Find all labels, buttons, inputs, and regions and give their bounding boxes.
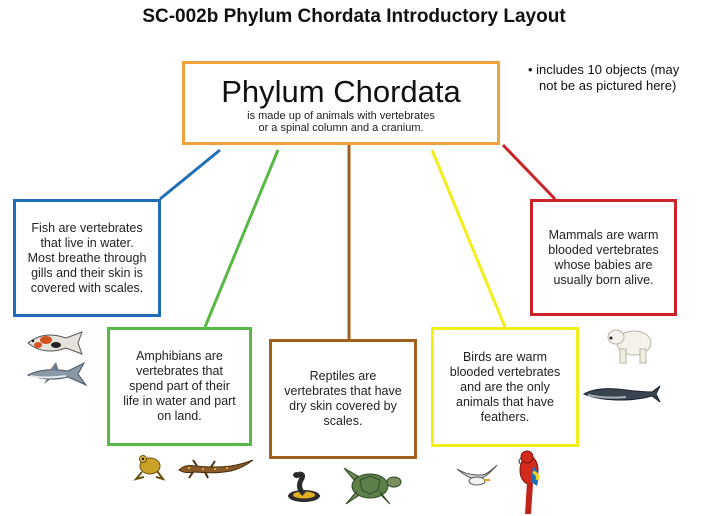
fish-text: Fish are vertebrates that live in water. Most breathe through gills and their skin is covered with scales. (27, 220, 147, 295)
snake-icon (285, 470, 323, 504)
phylum-description-line-2: or a spinal column and a cranium. (258, 122, 424, 134)
seagull-icon (455, 461, 499, 495)
reptiles-box (269, 339, 417, 459)
phylum-description (185, 110, 497, 134)
koi-fish-icon (24, 328, 86, 358)
amphibians-connector (205, 150, 278, 327)
note-line-2: not be as pictured here) (539, 78, 677, 93)
frog-icon (132, 450, 166, 482)
salamander-icon (175, 456, 255, 480)
macaw-icon (511, 448, 551, 516)
whale-icon (582, 382, 662, 406)
amphibians-text: Amphibians are vertebrates that spend part of their life in water and part on land. (123, 349, 236, 423)
mammals-box (530, 199, 677, 316)
birds-text: Birds are warm blooded vertebrates and are the only animals that have feathers. (449, 349, 561, 424)
mammals-text: Mammals are warm blooded vertebrates whose babies are usually born alive. (548, 227, 659, 287)
fish-box (13, 199, 161, 317)
phylum-description-line-1: is made up of animals with vertebrates (247, 110, 435, 122)
fish-connector (160, 150, 220, 199)
note-line-1: • includes 10 objects (may (528, 62, 680, 77)
mammals-connector (503, 145, 555, 199)
page-title: SC-002b Phylum Chordata Introductory Layout (142, 6, 566, 27)
phylum-heading: Phylum Chordata (221, 74, 461, 109)
shark-icon (26, 361, 88, 387)
reptiles-text: Reptiles are vertebrates that have dry skin covered by scales. (284, 369, 402, 428)
sea-turtle-icon (338, 466, 404, 506)
birds-box (431, 327, 579, 447)
amphibians-box (107, 327, 252, 446)
polar-bear-icon (604, 323, 656, 367)
phylum-chordata-box (182, 61, 500, 145)
birds-connector (432, 150, 505, 327)
